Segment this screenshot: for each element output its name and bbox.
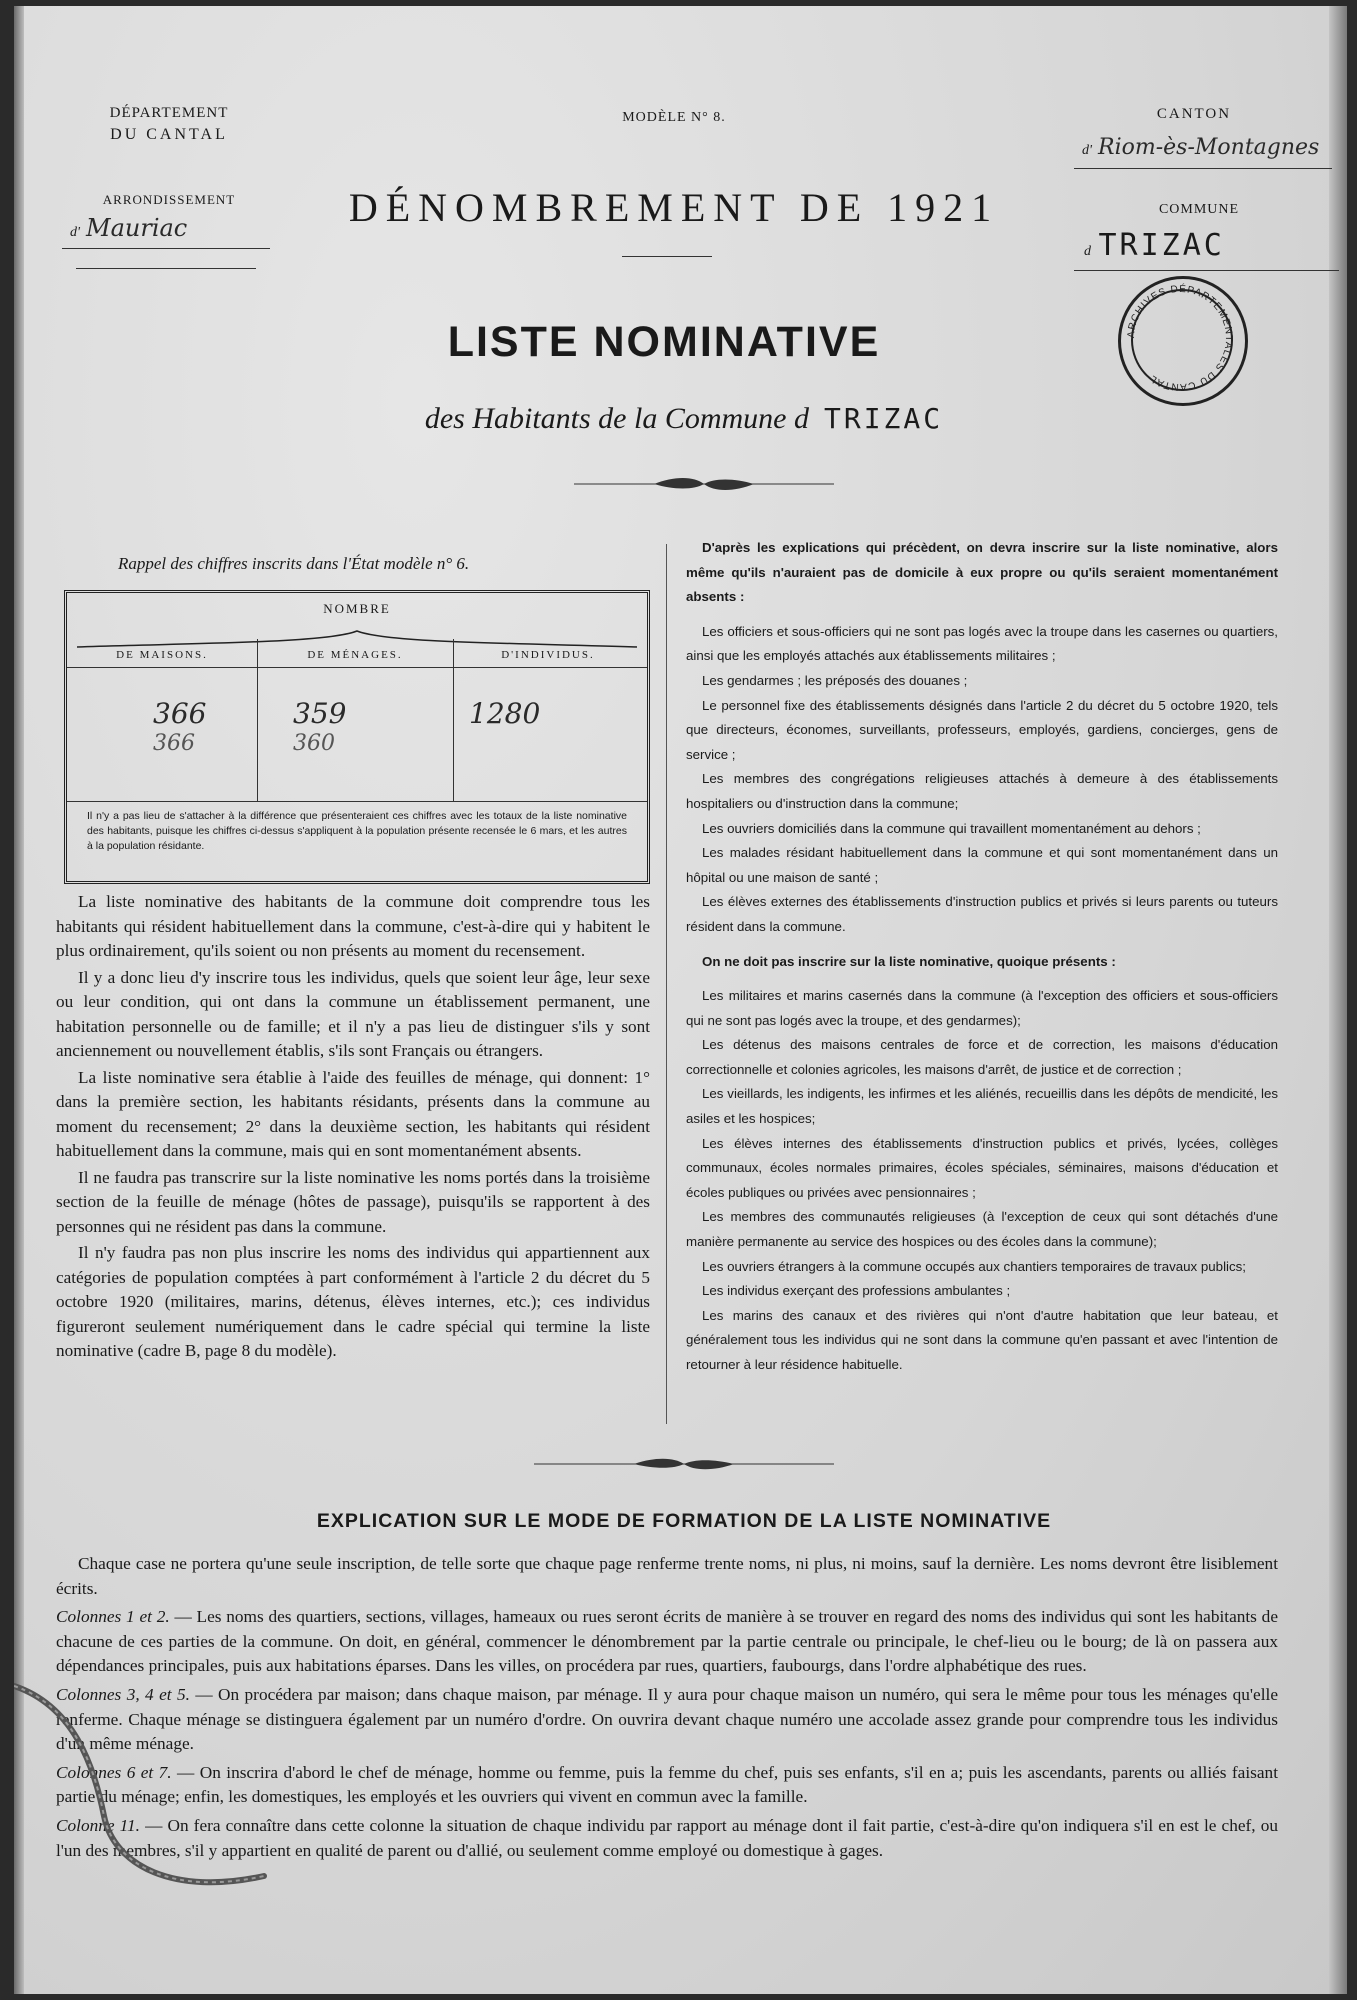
spacer	[686, 940, 1278, 950]
commune-label: COMMUNE	[1158, 202, 1240, 217]
paragraph: Il n'y faudra pas non plus inscrire les noms des individus qui appartiennent aux catégories de population comptées à part conformément à l'article 2 du décret du 5 octobre 1920 (militaires, marins, détenus, élèves internes, etc.); ces individus figureront seulement numériquement dans le cadre spécial qui termine la liste nominative (cadre B, page 8 du modèle).	[56, 1243, 650, 1360]
svg-text:ARCHIVES DÉPARTEMENTALES DU CA	[1126, 282, 1234, 392]
explanation-label: Colonnes 3, 4 et 5.	[56, 1684, 190, 1704]
right-instructions	[686, 536, 1278, 1378]
department-label: DÉPARTEMENT	[109, 105, 229, 121]
summary-note: Il n'y a pas lieu de s'attacher à la différence que présenteraient ces chiffres avec les totaux de la liste nominative des habitants, puisque les chiffres ci-dessus s'appliquent à la population présente recensée le 6 mars, et les autres à la population résidante.	[87, 810, 627, 852]
exclude-item: Les vieillards, les indigents, les infirmes et les aliénés, recueillis dans les dépôts de mendicité, les asiles et les hospices;	[686, 1086, 1278, 1127]
paragraph: La liste nominative sera établie à l'aide des feuilles de ménage, qui donnent: 1° dans la première section, les habitants résidants, présents dans la commune au moment du recensement; 2° dans la deuxième section, les habitants qui résident habituellement dans la commune, mais qui en sont momentanément absents.	[56, 1067, 650, 1160]
archive-stamp	[1118, 276, 1248, 406]
summary-caption: Rappel des chiffres inscrits dans l'État modèle n° 6.	[118, 554, 470, 573]
explanation-title: EXPLICATION SUR LE MODE DE FORMATION DE LA LISTE NOMINATIVE	[316, 1510, 1052, 1532]
include-item: Les membres des congrégations religieuses attachés à demeure à des établissements hospitaliers ou d'instruction dans la commune;	[686, 771, 1278, 811]
include-item: Les ouvriers domiciliés dans la commune qui travaillent momentanément au dehors ;	[702, 820, 1201, 836]
list-subtitle-commune: TRIZAC	[823, 402, 944, 435]
census-title: DÉNOMBREMENT DE 1921	[348, 185, 1000, 230]
summary-header: NOMBRE	[323, 601, 391, 616]
explanation-text: — On fera connaître dans cette colonne la situation de chaque individu par rapport au ménage dont il fait partie, c'est-à-dire qu'on indiquera s'il en est le chef, ou l'un des membres, s'il y appartient en qualité de parent ou d'allié, ou seulement comme employé ou domestique à gages.	[56, 1815, 1278, 1860]
title-rule	[622, 256, 712, 257]
houses-correction: 366	[153, 731, 195, 756]
spacer	[686, 974, 1278, 984]
note-rule	[67, 801, 647, 802]
explanation-label: Colonne 11.	[56, 1815, 140, 1835]
include-item: Les officiers et sous-officiers qui ne sont pas logés avec la troupe dans les casernes ou quartiers, ainsi que les employés attachés aux établissements militaires ;	[686, 623, 1278, 664]
exclude-item: Les militaires et marins casernés dans la commune (à l'exception des officiers et sous-officiers qui ne sont pas logés avec la troupe, et des gendarmes);	[686, 988, 1278, 1028]
explanation-intro: Chaque case ne portera qu'une seule inscription, de telle sorte que chaque page renferme trente noms, ni plus, ni moins, sauf la dernière. Les noms devront être lisiblement écrits.	[56, 1554, 1278, 1598]
col-header-individuals: D'INDIVIDUS.	[501, 649, 595, 661]
houses-value: 366	[153, 697, 207, 730]
canton-field	[1074, 134, 1332, 169]
commune-field	[1074, 228, 1339, 271]
explanation-text: — Les noms des quartiers, sections, villages, hameaux ou rues seront écrits de manière à se trouver en regard des noms des individus qui sont les habitants de chacune de ces parties de la commune. On doit, en général, commencer le dénombrement par la partie centrale ou principale, le chef-lieu ou le bourg; de là on passera aux dépendances principales, puis aux habitations éparses. Dans les villes, on procédera par rues, quartiers, faubourgs, dans l'ordre alphabétique des rues.	[56, 1607, 1278, 1676]
department-value: DU CANTAL	[110, 126, 228, 143]
commune-value: TRIZAC	[1098, 228, 1225, 263]
col-header-households: DE MÉNAGES.	[307, 649, 403, 661]
canton-label: CANTON	[1156, 106, 1232, 122]
header-rule	[67, 667, 647, 668]
list-title: LISTE NOMINATIVE	[447, 318, 881, 366]
include-item: Le personnel fixe des établissements désignés dans l'article 2 du décret du 5 octobre 1920, tels que directeurs, économes, surveillants, professeurs, employés, gardiens, concierges, gens de service ;	[686, 697, 1278, 762]
include-item: Les malades résidant habituellement dans la commune et qui sont momentanément dans un hôpital ou une maison de santé ;	[686, 845, 1278, 885]
commune-prefix: d	[1084, 244, 1091, 259]
exclude-item: Les individus exerçant des professions ambulantes ;	[702, 1283, 1011, 1299]
include-item: Les gendarmes ; les préposés des douanes ;	[702, 672, 968, 688]
explanation-label: Colonnes 6 et 7.	[56, 1762, 172, 1782]
model-number: MODÈLE N° 8.	[622, 110, 726, 125]
header-brace	[77, 613, 637, 653]
exclude-item: Les membres des communautés religieuses (à l'exception de ceux qui sont détachés d'une manière permanente au service des hospices ou des écoles dans la commune);	[686, 1209, 1278, 1250]
households-value: 359	[293, 697, 347, 730]
arrondissement-field	[62, 214, 270, 249]
individuals-value: 1280	[469, 697, 541, 730]
list-subtitle	[234, 402, 1134, 436]
include-intro: D'après les explications qui précèdent, on devra inscrire sur la liste nominative, alors même qu'ils n'auraient pas de domicile à eux propre ou qu'ils seraient momentanément absents :	[686, 540, 1278, 605]
col-header-houses: DE MAISONS.	[116, 649, 208, 661]
explanation-text: — On procédera par maison; dans chaque maison, par ménage. Il y aura pour chaque maison un numéro, qui sera le même pour tous les ménages qu'elle renferme. Chaque ménage se distinguera également par un numéro d'ordre. On ouvrira devant chaque numéro une accolade assez grande pour comprendre tous les individus d'un même ménage.	[56, 1684, 1278, 1754]
ornament-flourish	[534, 1454, 834, 1474]
arrondissement-label: ARRONDISSEMENT	[102, 192, 236, 207]
paragraph: La liste nominative des habitants de la commune doit comprendre tous les habitants qui résident habituellement dans la commune, c'est-à-dire qui y habitent le plus ordinairement, qu'ils soient ou non présents au moment du recensement.	[56, 892, 650, 960]
canton-value: Riom-ès-Montagnes	[1098, 135, 1320, 160]
column-divider	[257, 639, 258, 801]
explanation-text: — On inscrira d'abord le chef de ménage, homme ou femme, puis la femme du chef, puis ses enfants, s'il en a; puis les ascendants, parents ou alliés faisant partie du ménage; enfin, les domestiques, les employés et les ouvriers qui vivent en commun avec la famille.	[56, 1762, 1278, 1807]
page-edge-right	[1329, 6, 1347, 1994]
paragraph: Il ne faudra pas transcrire sur la liste nominative les noms portés dans la troisième section de la feuille de ménage (hôtes de passage), puisqu'ils se rapportent à des personnes qui ne résident pas dans la commune.	[56, 1167, 650, 1236]
summary-table	[64, 590, 650, 884]
canton-prefix: d'	[1082, 143, 1092, 158]
arrondissement-prefix: d'	[70, 225, 80, 240]
department-block	[74, 102, 264, 146]
stamp-text-ring	[1118, 276, 1242, 400]
column-divider	[453, 639, 454, 801]
exclude-item: Les élèves internes des établissements d'instruction publics et privés, lycées, collèges communaux, écoles normales primaires, écoles spéciales, séminaires, maisons d'éducation et écoles publiques ou privées avec pensionnaires ;	[686, 1135, 1278, 1200]
column-divider-line	[666, 544, 667, 1424]
census-page	[14, 6, 1347, 1994]
exclude-title: On ne doit pas inscrire sur la liste nominative, quoique présents :	[702, 953, 1116, 969]
households-correction: 360	[293, 731, 335, 756]
stamp-text: ARCHIVES DÉPARTEMENTALES DU CANTAL	[1125, 283, 1235, 393]
exclude-item: Les ouvriers étrangers à la commune occupés aux chantiers temporaires de travaux publics;	[702, 1258, 1246, 1274]
ornament-flourish	[574, 474, 834, 494]
paragraph: Il y a donc lieu d'y inscrire tous les individus, quels que soient leur âge, leur sexe ou leur condition, qui ont dans la commune un établissement permanent, une habitation personnelle ou de famille; et il n'y a pas lieu de distinguer s'ils y sont anciennement ou nouvellement établis, s'ils sont Français ou étrangers.	[56, 967, 650, 1060]
exclude-item: Les marins des canaux et des rivières qui n'ont d'autre habitation que leur bateau, et généralement tous les individus qui ne sont dans la commune qu'en passant et avec l'intention de retourner à leur résidence habituelle.	[686, 1307, 1278, 1372]
exclude-item: Les détenus des maisons centrales de force et de correction, les maisons d'éducation correctionnelle et colonies agricoles, les maisons d'arrêt, de justice et de correction ;	[686, 1037, 1278, 1077]
include-item: Les élèves externes des établissements d'instruction publics et privés si leurs parents ou tuteurs résident dans la commune.	[686, 894, 1278, 934]
arrondissement-rule	[76, 268, 256, 269]
list-subtitle-text: des Habitants de la Commune d	[424, 402, 809, 435]
left-instructions	[56, 890, 650, 1366]
binding-cord	[14, 1646, 294, 1906]
explanation-label: Colonnes 1 et 2.	[56, 1607, 170, 1627]
arrondissement-value: Mauriac	[86, 214, 188, 242]
spacer	[686, 610, 1278, 620]
